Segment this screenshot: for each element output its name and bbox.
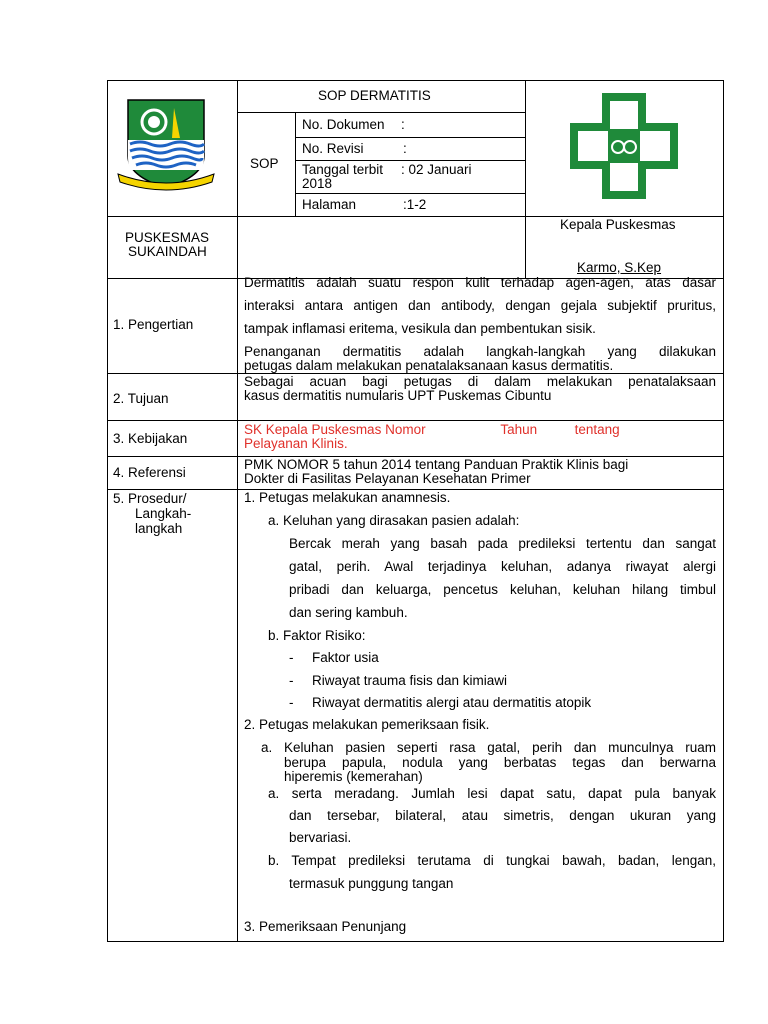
definition-line: Dermatitis adalah suatu respon kulit terhadap agen-agen, atas dasar [244, 275, 716, 290]
procedure-substep: a. Keluhan yang dirasakan pasien adalah: [268, 513, 520, 528]
complaint-line: dan sering kambuh. [289, 605, 408, 620]
divider [295, 112, 296, 216]
divider [237, 278, 238, 942]
document-title: SOP DERMATITIS [318, 88, 431, 103]
risk-item: Riwayat dermatitis alergi atau dermatitis atopik [312, 695, 592, 710]
exam-line: dan tersebar, bilateral, atau simetris, dengan ukuran yang [289, 808, 716, 823]
revision-value: : [403, 141, 407, 156]
issue-date-label: Tanggal terbit [302, 162, 384, 177]
divider [295, 193, 525, 194]
issue-date-year: 2018 [302, 176, 333, 191]
doc-number-value: : [401, 117, 405, 132]
puskesmas-logo [570, 93, 678, 199]
head-title: Kepala Puskesmas [560, 217, 676, 232]
bullet-dash: - [289, 650, 294, 665]
page-label: Halaman [302, 197, 357, 212]
exam-line: hiperemis (kemerahan) [284, 769, 423, 784]
doc-number-label: No. Dokumen [302, 117, 385, 132]
divider [295, 160, 525, 161]
divider [107, 420, 724, 421]
purpose-line: Sebagai acuan bagi petugas di dalam melakukan penatalaksaan [244, 374, 716, 389]
bullet-dash: - [289, 695, 294, 710]
divider [525, 80, 526, 278]
complaint-line: gatal, perih. Awal terjadinya keluhan, adanya riwayat alergi [289, 559, 716, 574]
exam-line: bervariasi. [289, 830, 352, 845]
organization-name: PUSKESMAS [125, 230, 210, 245]
section-label: 4. Referensi [113, 465, 186, 480]
section-label: Langkah- [135, 506, 192, 521]
definition-line: Penanganan dermatitis adalah langkah-langkah yang dilakukan [244, 344, 716, 359]
procedure-step: 3. Pemeriksaan Penunjang [244, 919, 407, 934]
divider [237, 80, 238, 278]
complaint-line: Bercak merah yang basah pada predileksi tertentu dan sangat [289, 536, 716, 551]
section-label: 2. Tujuan [113, 391, 169, 406]
exam-line: termasuk punggung tangan [289, 876, 454, 891]
definition-line: tampak inflamasi eritema, vesikula dan pembentukan sisik. [244, 321, 596, 336]
bullet-dash: - [289, 673, 294, 688]
risk-item: Riwayat trauma fisis dan kimiawi [312, 673, 508, 688]
risk-item: Faktor usia [312, 650, 379, 665]
section-label: 5. Prosedur/ [113, 491, 187, 506]
organization-name: SUKAINDAH [128, 244, 207, 259]
reference-line: PMK NOMOR 5 tahun 2014 tentang Panduan Praktik Klinis bagi [244, 457, 629, 472]
divider [295, 137, 525, 138]
definition-line: petugas dalam melakukan penatalaksanaan kasus dermatitis. [244, 358, 614, 373]
procedure-substep: b. Faktor Risiko: [268, 628, 366, 643]
head-name: Karmo, S.Kep [577, 260, 662, 275]
divider [237, 112, 525, 113]
issue-date-value: : 02 Januari [401, 162, 472, 177]
exam-line: b. Tempat predileksi terutama di tungkai bawah, badan, lengan, [268, 853, 716, 868]
section-label: 1. Pengertian [113, 317, 194, 332]
section-label: 3. Kebijakan [113, 431, 188, 446]
definition-line: interaksi antara antigen dan antibody, dengan gejala subjektif pruritus, [244, 298, 716, 313]
section-label: langkah [135, 521, 183, 536]
procedure-step: 2. Petugas melakukan pemeriksaan fisik. [244, 717, 490, 732]
exam-line: a. serta meradang. Jumlah lesi dapat satu, dapat pula banyak [268, 786, 716, 801]
policy-line: SK Kepala Puskesmas Nomor Tahun tentang [244, 422, 620, 437]
complaint-line: pribadi dan keluarga, pencetus keluhan, keluhan hilang timbul [289, 582, 716, 597]
page-value: :1-2 [403, 197, 427, 212]
reference-line: Dokter di Fasilitas Pelayanan Kesehatan Primer [244, 471, 531, 486]
exam-line: a. Keluhan pasien seperti rasa gatal, perih dan munculnya ruam [261, 740, 716, 755]
purpose-line: kasus dermatitis numularis UPT Puskemas Cibuntu [244, 388, 552, 403]
regional-emblem-logo [116, 96, 216, 194]
procedure-step: 1. Petugas melakukan anamnesis. [244, 490, 451, 505]
policy-line: Pelayanan Klinis. [244, 436, 348, 451]
sop-label: SOP [250, 156, 279, 171]
exam-line: berupa papula, nodula yang berbatas tegas dan berwarna [284, 755, 716, 770]
revision-label: No. Revisi [302, 141, 364, 156]
